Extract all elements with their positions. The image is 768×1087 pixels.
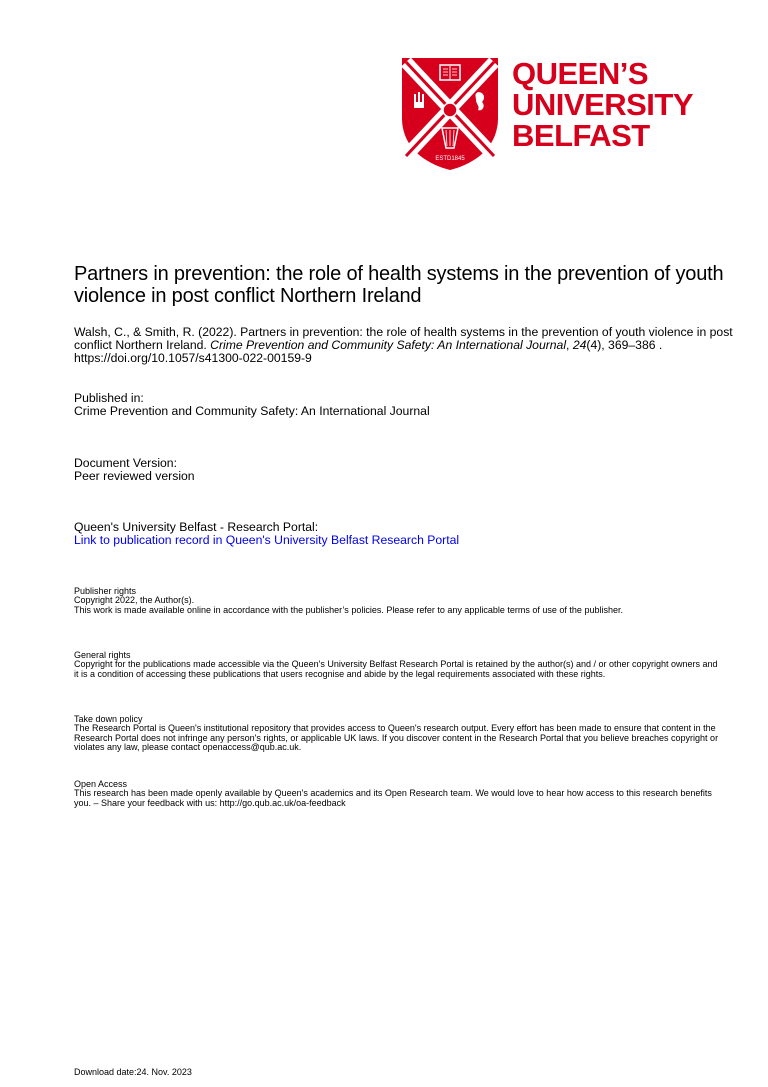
open-access-section: [74, 779, 724, 808]
publisher-rights-heading: Publisher rights: [74, 586, 137, 596]
published-in-value: Crime Prevention and Community Safety: An International Journal: [74, 404, 430, 418]
university-wordmark: [512, 58, 693, 151]
take-down-body: The Research Portal is Queen's institutional repository that provides access to Queen's research output. Every effort has been made to ensure that content in the Research Portal does not infringe any person's rights, or applicable UK laws. If you discover content in the Research Portal that you believe breaches copyright or violates any law, please contact openaccess@qub.ac.uk.: [74, 723, 719, 752]
published-in-label: Published in:: [74, 391, 144, 405]
citation-journal: Crime Prevention and Community Safety: An International Journal: [210, 338, 567, 352]
wordmark-line-2: UNIVERSITY: [512, 87, 694, 122]
take-down-section: [74, 714, 724, 753]
citation-comma: ,: [566, 338, 573, 352]
published-in-section: [74, 392, 734, 418]
open-access-heading: Open Access: [74, 779, 128, 789]
general-rights-body: Copyright for the publications made accessible via the Queen's University Belfast Research Portal is retained by the author(s) and / or other copyright owners and it is a condition of accessing these publications that users recognise and abide by the legal requirements associated with these rights.: [74, 659, 718, 679]
research-portal-label: Queen's University Belfast - Research Portal:: [74, 520, 319, 534]
wordmark-line-1: QUEEN’S: [512, 56, 649, 91]
document-version-section: [74, 457, 734, 483]
publisher-rights-line-2: This work is made available online in accordance with the publisher’s policies. Please refer to any applicable terms of use of the publisher.: [74, 604, 623, 615]
citation-authors: Walsh, C., & Smith, R. (2022). Partners in prevention: the role of health systems in the prevention of youth violence in post conflict Northern Ireland.: [74, 325, 733, 352]
download-date: Download date:24. Nov. 2023: [74, 1067, 192, 1077]
general-rights-section: [74, 650, 724, 679]
citation-rest: (4), 369–386 . https://doi.org/10.1057/s41300-022-00159-9: [74, 338, 663, 365]
citation: [74, 326, 734, 365]
take-down-heading: Take down policy: [74, 714, 143, 724]
open-access-body: This research has been made openly available by Queen's academics and its Open Research team. We would love to hear how access to this research benefits you. – Share your feedback with us: http://go.qub.ac.uk/oa-feedback: [74, 788, 712, 808]
document-version-label: Document Version:: [74, 456, 177, 470]
publisher-rights-section: [74, 586, 734, 615]
general-rights-heading: General rights: [74, 650, 131, 660]
wordmark-line-3: BELFAST: [512, 118, 650, 153]
publisher-rights-line-1: Copyright 2022, the Author(s).: [74, 595, 195, 605]
document-version-value: Peer reviewed version: [74, 469, 195, 483]
document-title: Partners in prevention: the role of health systems in the prevention of youth violence in post conflict Northern Ireland: [74, 263, 724, 307]
citation-volume: 24: [572, 338, 587, 352]
research-portal-section: [74, 521, 734, 547]
publication-record-link[interactable]: Link to publication record in Queen's University Belfast Research Portal: [74, 533, 460, 547]
crest-icon: [400, 56, 500, 172]
university-logo: [400, 56, 712, 172]
crest-text: ESTD1845: [435, 156, 465, 162]
